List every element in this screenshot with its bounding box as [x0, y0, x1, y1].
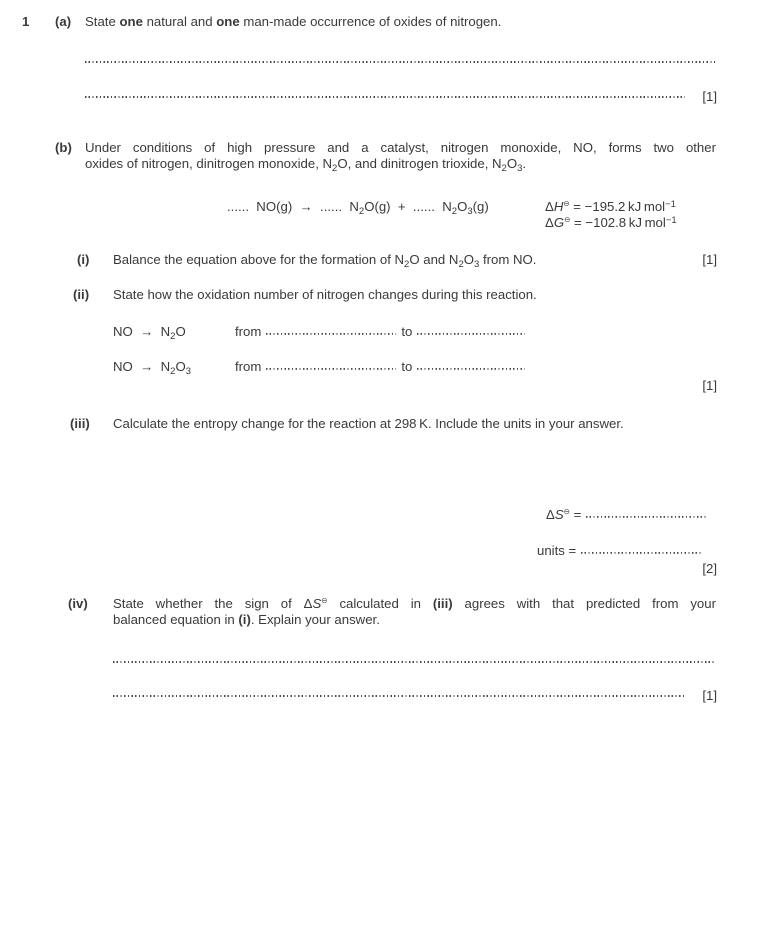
mark-part-a: [1] [702, 89, 717, 104]
oxidation-change-row [113, 324, 530, 340]
answer-leader [417, 359, 525, 371]
reaction-formula: NO → $N_2O_3$ [113, 359, 192, 377]
part-bii-prompt: State how the oxidation number of nitrogen changes during this reaction. [113, 287, 537, 302]
part-b-intro-line1: Under conditions of high pressure and a catalyst, nitrogen monoxide, NO, forms two other [85, 140, 716, 155]
part-biii-label: (iii) [70, 416, 90, 431]
answer-line [113, 661, 716, 663]
answer-leader [581, 543, 701, 555]
part-bi-prompt: Balance the equation above for the formation of $N_2O$ and $N_2O_3$ from NO. [113, 252, 537, 270]
mark-part-biii: [2] [702, 561, 717, 576]
part-a-prompt: State one natural and one man-made occurrence of oxides of nitrogen. [85, 14, 502, 29]
mark-part-bii: [1] [702, 378, 717, 393]
answer-leader [266, 359, 396, 371]
part-bi-label: (i) [77, 252, 90, 267]
part-biv-prompt-line1: State whether the sign of ΔS⊖ calculated in (iii) agrees with that predicted from your [113, 596, 716, 611]
answer-leader [586, 507, 706, 519]
part-bii-label: (ii) [73, 287, 90, 302]
answer-leader [417, 324, 525, 336]
answer-line [85, 61, 715, 63]
reaction-equation: ...... NO(g) → ...... $N_2O(g)$ + ...... $N_2O_3(g)$ [227, 199, 489, 217]
from-label: from [235, 324, 262, 339]
mark-part-bi: [1] [702, 252, 717, 267]
enthalpy-value: ΔH⊖ = −195.2 kJ mol$^{-1}$ [545, 199, 676, 214]
mark-part-biv: [1] [702, 688, 717, 703]
units-answer-row [537, 543, 701, 559]
gibbs-energy-value: ΔG⊖ = −102.8 kJ mol$^{-1}$ [545, 215, 677, 230]
part-biv-label: (iv) [68, 596, 88, 611]
to-label: to [401, 359, 413, 374]
answer-line [113, 695, 686, 697]
part-b-label: (b) [55, 140, 72, 155]
units-label: units = [537, 543, 577, 558]
part-b-intro-line2: oxides of nitrogen, dinitrogen monoxide, $N_2O$, and dinitrogen trioxide, $N_2O_3$. [85, 156, 527, 174]
part-biv-prompt-line2: balanced equation in (i). Explain your answer. [113, 612, 380, 627]
answer-line [85, 96, 685, 98]
from-label: from [235, 359, 262, 374]
reaction-formula: NO → $N_2O$ [113, 324, 186, 342]
part-a-label: (a) [55, 14, 72, 29]
entropy-answer-label: ΔS⊖ = [546, 507, 582, 522]
part-biii-prompt: Calculate the entropy change for the reaction at 298 K. Include the units in your answer. [113, 416, 624, 431]
to-label: to [401, 324, 413, 339]
answer-leader [266, 324, 396, 336]
oxidation-change-row [113, 359, 530, 375]
question-number: 1 [22, 14, 30, 29]
entropy-answer-row [546, 507, 706, 523]
